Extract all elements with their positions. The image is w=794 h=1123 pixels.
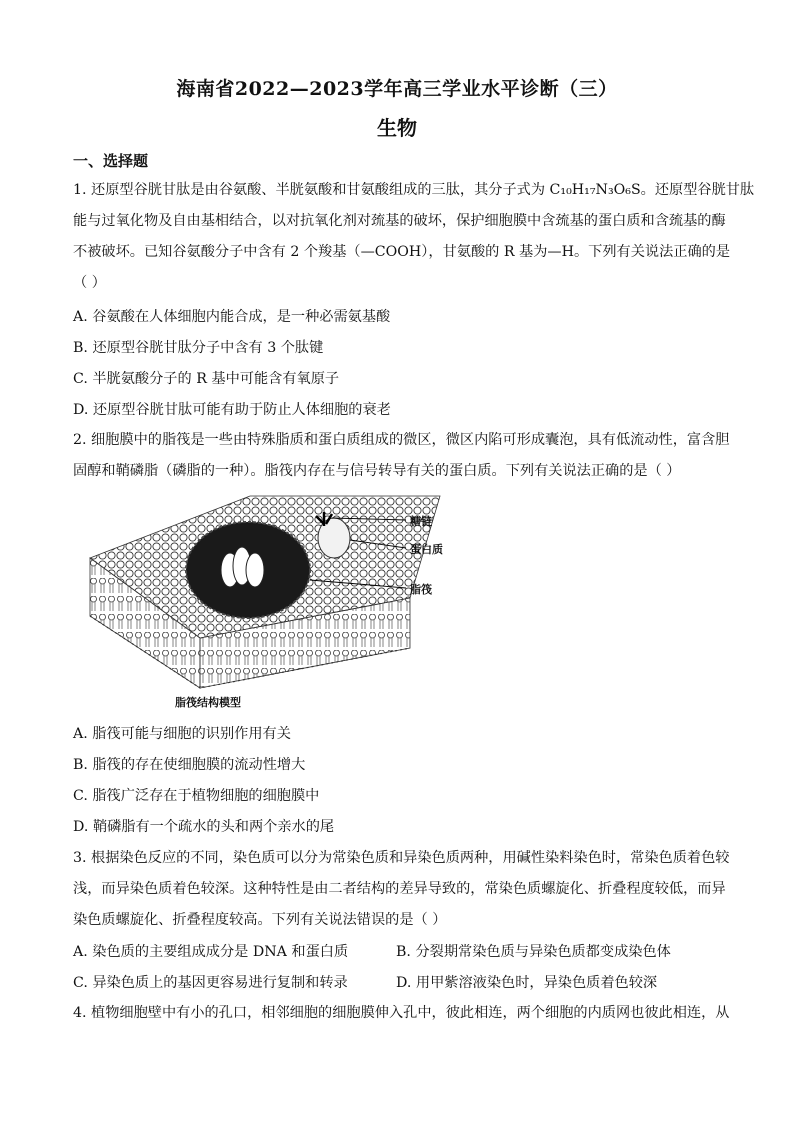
- q3-option-b: B. 分裂期常染色质与异染色质都变成染色体: [396, 944, 671, 960]
- paper-subject: 生物: [377, 116, 417, 140]
- q3-option-a: A. 染色质的主要组成成分是 DNA 和蛋白质: [73, 944, 349, 960]
- figure-caption: 脂筏结构模型: [175, 696, 241, 709]
- q3-line-1: 3. 根据染色反应的不同，染色质可以分为常染色质和异染色质两种，用碱性染料染色时，常染色质着色较: [73, 850, 730, 866]
- q3-option-d: D. 用甲紫溶液染色时，异染色质着色较深: [396, 975, 658, 991]
- q1-line-4: （ ）: [73, 275, 106, 291]
- q2-option-c: C. 脂筏广泛存在于植物细胞的细胞膜中: [73, 788, 320, 804]
- q1-line-1: 1. 还原型谷胱甘肽是由谷氨酸、半胱氨酸和甘氨酸组成的三肽，其分子式为 C₁₀H₁₇N₃O₆S。还原型谷胱甘肽: [73, 182, 755, 198]
- q3-line-2: 浅，而异染色质着色较深。这种特性是由二者结构的差异导致的，常染色质螺旋化、折叠程度较低，而异: [73, 881, 726, 897]
- q1-option-d: D. 还原型谷胱甘肽可能有助于防止人体细胞的衰老: [73, 402, 391, 418]
- q1-option-c: C. 半胱氨酸分子的 R 基中可能含有氧原子: [73, 371, 340, 387]
- q4-line-1: 4. 植物细胞壁中有小的孔口，相邻细胞的细胞膜伸入孔中，彼此相连，两个细胞的内质网也彼此相连，从: [73, 1005, 730, 1021]
- q3-line-3: 染色质螺旋化、折叠程度较高。下列有关说法错误的是（ ）: [73, 912, 447, 928]
- q2-option-a: A. 脂筏可能与细胞的识别作用有关: [73, 726, 291, 742]
- q3-option-c: C. 异染色质上的基因更容易进行复制和转录: [73, 975, 348, 991]
- q2-option-d: D. 鞘磷脂有一个疏水的头和两个亲水的尾: [73, 819, 335, 835]
- label-lipid-raft: 脂筏: [410, 583, 432, 596]
- q1-line-3: 不被破坏。已知谷氨酸分子中含有 2 个羧基（—COOH），甘氨酸的 R 基为—H。下列有关说法正确的是: [73, 244, 731, 260]
- q1-line-2: 能与过氧化物及自由基相结合，以对抗氧化剂对巯基的破坏，保护细胞膜中含巯基的蛋白质和含巯基的酶: [73, 213, 726, 229]
- q2-line-1: 2. 细胞膜中的脂筏是一些由特殊脂质和蛋白质组成的微区，微区内陷可形成囊泡，具有低流动性，富含胆: [73, 432, 730, 448]
- paper-title: 海南省2022—2023学年高三学业水平诊断（三）: [176, 78, 618, 100]
- label-protein: 蛋白质: [410, 543, 443, 556]
- lipid-raft-figure: [80, 488, 460, 716]
- q2-line-2: 固醇和鞘磷脂（磷脂的一种）。脂筏内存在与信号转导有关的蛋白质。下列有关说法正确的是（ ）: [73, 463, 681, 479]
- q2-option-b: B. 脂筏的存在使细胞膜的流动性增大: [73, 757, 306, 773]
- q1-option-a: A. 谷氨酸在人体细胞内能合成，是一种必需氨基酸: [73, 309, 391, 325]
- q1-option-b: B. 还原型谷胱甘肽分子中含有 3 个肽键: [73, 340, 324, 356]
- label-sugar-chain: 糖链: [410, 515, 432, 528]
- section-heading: 一、选择题: [73, 152, 149, 170]
